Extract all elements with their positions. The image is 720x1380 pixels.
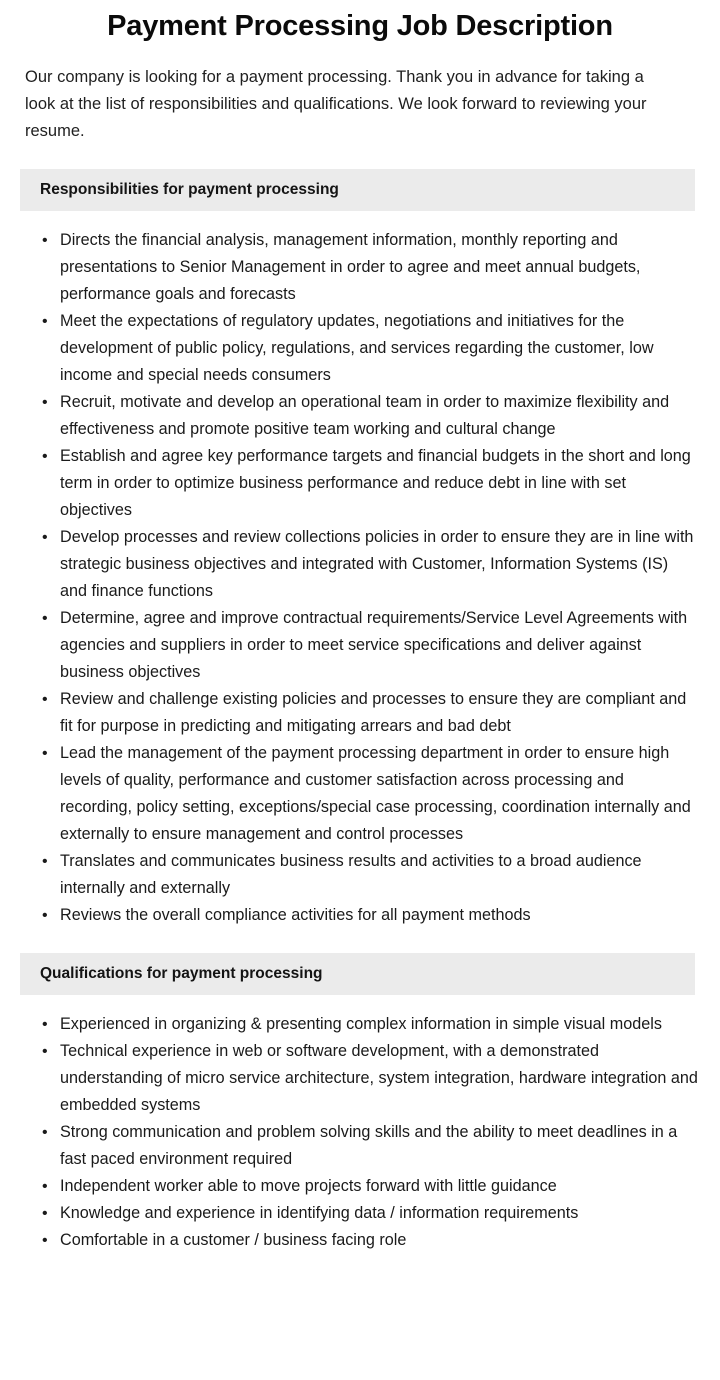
list-item-text: Lead the management of the payment processing department in order to ensure high levels of quality, performance and customer satisfaction across processing and recording, policy setting, exceptions/special case processing, coordination internally and externally to ensure management and control processes [60,744,691,843]
list-item-text: Translates and communicates business results and activities to a broad audience internally and externally [60,852,642,897]
list-item [0,1011,698,1038]
bullet-icon: • [42,1205,48,1222]
section-header-responsibilities: Responsibilities for payment processing [20,169,695,211]
list-item [0,389,698,443]
list-item [0,848,698,902]
responsibilities-list [0,211,720,929]
bullet-icon: • [42,907,48,924]
list-item [0,686,698,740]
bullet-icon: • [42,313,48,330]
list-item [0,1173,698,1200]
list-item-text: Comfortable in a customer / business facing role [60,1231,407,1249]
list-item [0,740,698,848]
list-item-text: Independent worker able to move projects forward with little guidance [60,1177,557,1195]
qualifications-list [0,995,720,1254]
list-item-text: Establish and agree key performance targets and financial budgets in the short and long term in order to optimize business performance and reduce debt in line with set objectives [60,447,691,519]
list-item-text: Technical experience in web or software development, with a demonstrated understanding of micro service architecture, system integration, hardware integration and embedded systems [60,1042,698,1114]
section-responsibilities [0,169,720,929]
list-item [0,1038,698,1119]
bullet-icon: • [42,529,48,546]
section-qualifications [0,953,720,1254]
bullet-icon: • [42,448,48,465]
list-item-text: Meet the expectations of regulatory updates, negotiations and initiatives for the development of public policy, regulations, and services regarding the customer, low income and special needs consumers [60,312,654,384]
list-item [0,443,698,524]
list-item-text: Review and challenge existing policies and processes to ensure they are compliant and fit for purpose in predicting and mitigating arrears and bad debt [60,690,687,735]
list-item-text: Directs the financial analysis, management information, monthly reporting and presentations to Senior Management in order to agree and meet annual budgets, performance goals and forecasts [60,231,641,303]
bullet-icon: • [42,1232,48,1249]
bullet-icon: • [42,1178,48,1195]
bullet-icon: • [42,1043,48,1060]
list-item [0,308,698,389]
list-item [0,1119,698,1173]
list-item-text: Develop processes and review collections policies in order to ensure they are in line with strategic business objectives and integrated with Customer, Information Systems (IS) and finance functions [60,528,694,600]
list-item-text: Knowledge and experience in identifying data / information requirements [60,1204,579,1222]
list-item [0,524,698,605]
list-item-text: Recruit, motivate and develop an operational team in order to maximize flexibility and effectiveness and promote positive team working and cultural change [60,393,670,438]
list-item [0,902,698,929]
list-item-text: Experienced in organizing & presenting complex information in simple visual models [60,1015,662,1033]
list-item [0,1227,698,1254]
intro-paragraph: Our company is looking for a payment processing. Thank you in advance for taking a look at the list of responsibilities and qualifications. We look forward to reviewing your resume. [25,68,647,140]
page-title: Payment Processing Job Description [107,10,613,42]
list-item [0,1200,698,1227]
bottom-spacer [0,1254,720,1288]
bullet-icon: • [42,394,48,411]
bullet-icon: • [42,691,48,708]
list-item-text: Strong communication and problem solving skills and the ability to meet deadlines in a fast paced environment required [60,1123,678,1168]
list-item-text: Reviews the overall compliance activities for all payment methods [60,906,531,924]
list-item [0,605,698,686]
bullet-icon: • [42,610,48,627]
list-item-text: Determine, agree and improve contractual requirements/Service Level Agreements with agencies and suppliers in order to meet service specifications and deliver against business objectives [60,609,688,681]
bullet-icon: • [42,745,48,762]
list-item [0,227,698,308]
bullet-icon: • [42,853,48,870]
section-header-qualifications: Qualifications for payment processing [20,953,695,995]
bullet-icon: • [42,232,48,249]
bullet-icon: • [42,1124,48,1141]
bullet-icon: • [42,1016,48,1033]
